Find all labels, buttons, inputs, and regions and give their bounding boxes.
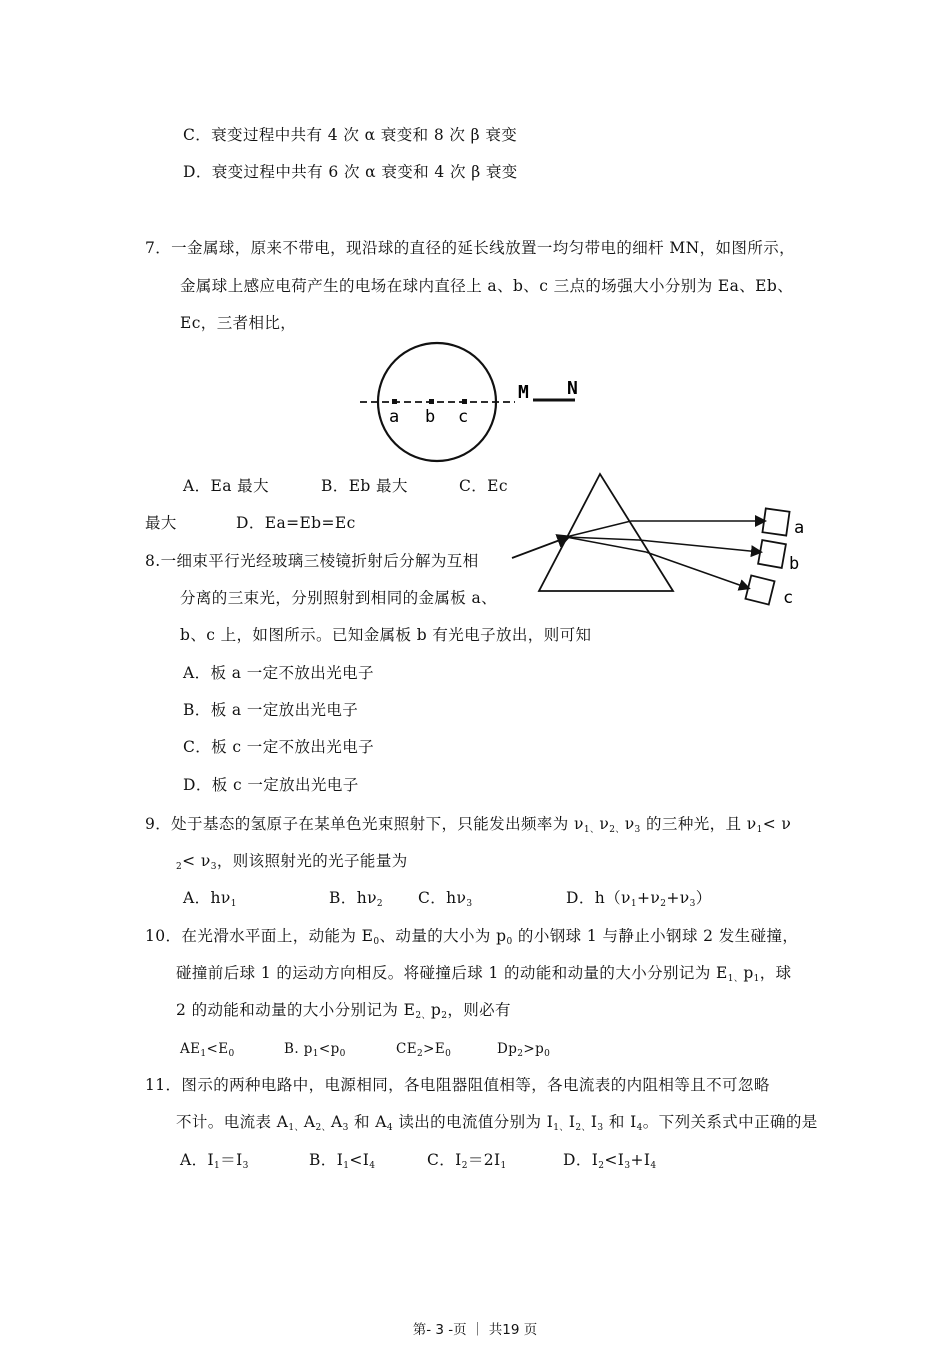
q10-sub: 0 — [373, 937, 380, 947]
q11-sub: 1 — [214, 1161, 221, 1171]
label-a: a — [389, 407, 400, 427]
q9-text: < ν — [182, 852, 211, 870]
q11-text: ＝I — [220, 1151, 243, 1169]
q11-option-d — [563, 1150, 657, 1176]
q9-text: ν — [624, 815, 635, 833]
q9-option-b — [329, 888, 383, 914]
q9-stem-line1 — [145, 814, 791, 840]
q9-sub: 1 — [756, 825, 763, 835]
q11-text: <I — [604, 1151, 625, 1169]
q9-text: 的三种光，且 ν — [640, 815, 757, 833]
plate-label-b: b — [789, 554, 800, 574]
q9-option-a — [183, 888, 237, 914]
q11-sub: 1 — [500, 1161, 507, 1171]
q9-sub: 3 — [689, 899, 696, 909]
q10-text: B. p — [284, 1041, 313, 1057]
q9-sub: 1 — [230, 899, 237, 909]
q10-sub: 0 — [339, 1049, 346, 1059]
q10-sub: 2 — [416, 1049, 424, 1059]
q7-option-d: D．Ea=Eb=Ec — [236, 514, 356, 532]
q10-text: p — [743, 964, 754, 982]
q9-sub: 3 — [210, 862, 217, 872]
q11-option-c — [427, 1150, 507, 1176]
q10-stem-line2 — [176, 963, 792, 989]
q10-stem-line1 — [145, 926, 798, 952]
incident-beam — [512, 537, 568, 558]
q7-stem-line1: 7．一金属球，原来不带电，现沿球的直径的延长线放置一均匀带电的细杆 MN，如图所示， — [145, 239, 796, 257]
q11-text: I — [568, 1113, 576, 1131]
q11-text: 和 A — [348, 1113, 387, 1131]
q10-text: 、动量的大小为 p — [379, 927, 507, 945]
q9-text: ν — [599, 815, 610, 833]
q9-text: ） — [695, 889, 712, 907]
q11-text: ＝2I — [467, 1151, 501, 1169]
q11-text: D．I — [563, 1151, 599, 1169]
q10-text: <E — [206, 1041, 229, 1057]
plate-label-a: a — [794, 518, 805, 538]
label-m: M — [518, 382, 529, 403]
q11-text: 。下列关系式中正确的是 — [642, 1113, 818, 1131]
q11-sub: 2 — [461, 1161, 468, 1171]
q11-text: B．I — [309, 1151, 344, 1169]
q10-option-d — [497, 1039, 550, 1064]
q9-sub: 3 — [466, 899, 473, 909]
q11-stem-line1: 11．图示的两种电路中，电源相同，各电阻器阻值相等，各电流表的内阻相等且不可忽略 — [145, 1076, 770, 1094]
label-n: N — [567, 378, 578, 399]
q10-sub: 1 — [200, 1049, 207, 1059]
q10-text: CE — [396, 1041, 417, 1057]
q11-stem-line2 — [176, 1112, 818, 1138]
q9-text: < ν — [762, 815, 792, 833]
q11-sub: 3 — [242, 1161, 249, 1171]
q11-text: +I — [630, 1151, 651, 1169]
q9-sub: 1 — [630, 899, 637, 909]
q11-text: C．I — [427, 1151, 462, 1169]
q8-stem-line2: 分离的三束光，分别照射到相同的金属板 a、 — [180, 589, 498, 607]
ray-to-c — [646, 552, 748, 588]
q9-option-c — [418, 888, 473, 914]
glass-prism — [539, 474, 673, 591]
metal-plate-b — [758, 540, 786, 568]
q10-text: Dp — [497, 1041, 518, 1057]
q11-sub: 4 — [386, 1123, 394, 1133]
q9-text: +ν — [636, 889, 661, 907]
q10-text: ，则必有 — [447, 1001, 511, 1019]
plate-label-c: c — [783, 588, 794, 608]
q11-text: <I — [349, 1151, 370, 1169]
q9-text: ，则该照射光的光子能量为 — [216, 852, 408, 870]
metal-plate-a — [762, 508, 789, 535]
label-b: b — [425, 407, 436, 427]
q9-sub: 3 — [634, 825, 641, 835]
internal-ray-a — [566, 521, 631, 537]
q11-text: 和 I — [603, 1113, 637, 1131]
q9-text: +ν — [666, 889, 690, 907]
prism-figure — [508, 466, 828, 611]
q10-sub: 2 — [517, 1049, 524, 1059]
q7-option-c-cont: 最大 — [145, 514, 177, 532]
q10-stem-line3 — [176, 1000, 511, 1026]
point-b — [429, 399, 434, 404]
q11-sub: 1、 — [288, 1123, 304, 1133]
q10-text: ，球 — [759, 964, 792, 982]
q7-stem-line3: Ec，三者相比， — [180, 314, 297, 332]
q11-sub: 4 — [636, 1123, 643, 1133]
metal-sphere-figure — [355, 340, 625, 470]
q10-sub: 0 — [544, 1049, 551, 1059]
q11-sub: 1 — [343, 1161, 350, 1171]
q8-option-c: C．板 c 一定不放出光电子 — [183, 738, 374, 756]
q11-sub: 3 — [597, 1123, 604, 1133]
q9-text: A．hν — [183, 889, 231, 907]
q11-sub: 2、 — [315, 1123, 331, 1133]
q10-text: >E — [423, 1041, 446, 1057]
q11-text: 不计。电流表 A — [176, 1113, 289, 1131]
q10-sub: 0 — [445, 1049, 452, 1059]
q6-option-d: D．衰变过程中共有 6 次 α 衰变和 4 次 β 衰变 — [183, 163, 518, 181]
q9-sub: 2 — [176, 862, 183, 872]
q9-text: B．hν — [329, 889, 377, 907]
q9-sub: 1、 — [583, 825, 600, 835]
q10-text: 碰撞前后球 1 的运动方向相反。将碰撞后球 1 的动能和动量的大小分别记为 E — [176, 964, 728, 982]
page-footer: 第- 3 -页 ｜ 共19 页 — [412, 1322, 538, 1338]
q10-sub: 0 — [228, 1049, 235, 1059]
q10-option-b — [284, 1039, 346, 1064]
q9-text: C．hν — [418, 889, 467, 907]
q7-option-a: A．Ea 最大 — [183, 477, 269, 495]
q9-text: D．h（ν — [566, 889, 631, 907]
point-c — [462, 399, 467, 404]
q9-sub: 2 — [660, 899, 667, 909]
q10-text: 10．在光滑水平面上，动能为 E — [145, 927, 374, 945]
ray-to-b — [639, 540, 760, 552]
q10-option-a — [180, 1039, 235, 1064]
q9-stem-line2 — [176, 851, 408, 877]
q7-option-b: B．Eb 最大 — [321, 477, 408, 495]
metal-plate-c — [745, 575, 774, 604]
q10-text: 2 的动能和动量的大小分别记为 E — [176, 1001, 416, 1019]
q11-text: A．I — [180, 1151, 215, 1169]
q10-sub: 1、 — [727, 974, 744, 984]
q11-text: A — [330, 1113, 343, 1131]
label-c: c — [458, 407, 469, 427]
q7-stem-line2: 金属球上感应电荷产生的电场在球内直径上 a、b、c 三点的场强大小分别为 Ea、Eb、 — [180, 277, 794, 295]
q8-stem-line3: b、c 上，如图所示。已知金属板 b 有光电子放出，则可知 — [180, 626, 592, 644]
q8-option-d: D．板 c 一定放出光电子 — [183, 776, 359, 794]
q11-text: I — [590, 1113, 598, 1131]
q9-sub: 2 — [376, 899, 384, 909]
q10-text: <p — [318, 1041, 340, 1057]
q7-option-c: C．Ec — [459, 477, 508, 495]
q6-option-c: C．衰变过程中共有 4 次 α 衰变和 8 次 β 衰变 — [183, 126, 518, 144]
q10-sub: 2 — [441, 1011, 448, 1021]
point-a — [392, 399, 397, 404]
q11-sub: 2 — [598, 1161, 605, 1171]
q11-sub: 4 — [650, 1161, 657, 1171]
q11-sub: 2、 — [575, 1123, 591, 1133]
q10-option-c — [396, 1039, 451, 1064]
q8-option-b: B．板 a 一定放出光电子 — [183, 701, 359, 719]
q11-option-b — [309, 1150, 375, 1176]
q10-text: >p — [523, 1041, 545, 1057]
q11-sub: 3 — [624, 1161, 631, 1171]
q10-text: p — [430, 1001, 442, 1019]
q10-sub: 1 — [312, 1049, 319, 1059]
q10-sub: 0 — [506, 937, 513, 947]
q11-sub: 4 — [369, 1161, 376, 1171]
q9-text: 9．处于基态的氢原子在某单色光束照射下，只能发出频率为 ν — [145, 815, 584, 833]
q9-option-d — [566, 888, 712, 914]
q8-stem-line1: 8.一细束平行光经玻璃三棱镜折射后分解为互相 — [145, 552, 479, 570]
q11-option-a — [180, 1150, 249, 1176]
q9-sub: 2、 — [609, 825, 625, 835]
q11-sub: 3 — [342, 1123, 349, 1133]
q8-option-a: A．板 a 一定不放出光电子 — [183, 664, 374, 682]
q11-text: 读出的电流值分别为 I — [393, 1113, 554, 1131]
q10-sub: 1 — [753, 974, 760, 984]
q10-text: 的小钢球 1 与静止小钢球 2 发生碰撞， — [512, 927, 799, 945]
q11-sub: 1、 — [553, 1123, 569, 1133]
q10-sub: 2、 — [415, 1011, 431, 1021]
q11-text: A — [303, 1113, 316, 1131]
q10-text: AE — [180, 1041, 201, 1057]
